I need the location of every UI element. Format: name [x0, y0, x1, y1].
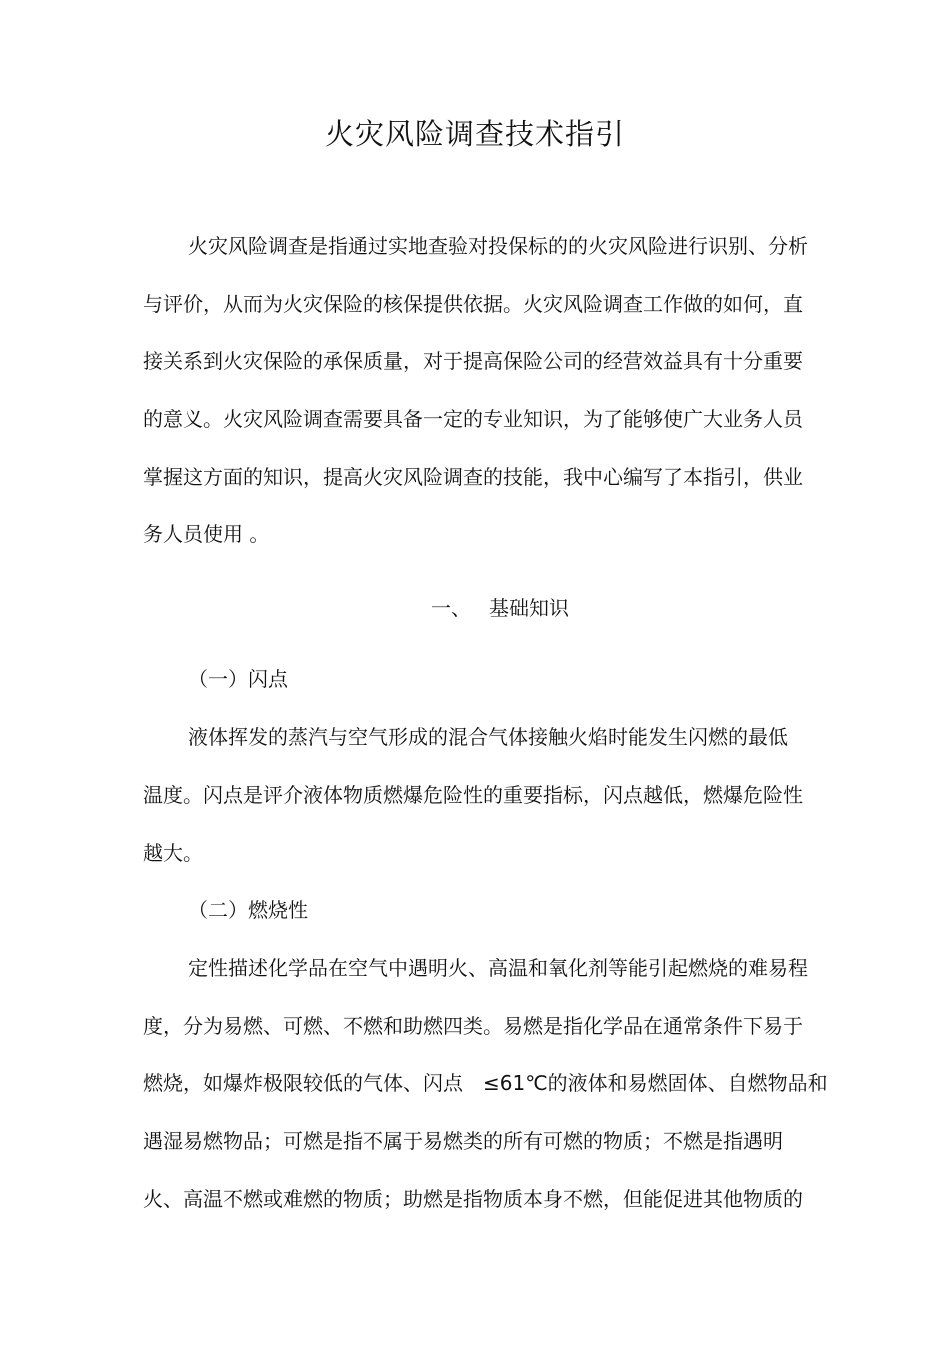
subheading-flammability: （二）燃烧性 — [188, 898, 308, 922]
section-heading-basics — [431, 593, 569, 623]
flash-point-line-3: 越大。 — [143, 841, 203, 865]
flammability-line-3: 燃烧，如爆炸极限较低的气体、闪点 ≤61℃的液体和易燃固体、自燃物品和 — [143, 1071, 828, 1095]
flammability-line-5: 火、高温不燃或难燃的物质；助燃是指物质本身不燃，但能促进其他物质的 — [143, 1187, 803, 1211]
intro-line-2: 与评价，从而为火灾保险的核保提供依据。火灾风险调查工作做的如何，直 — [143, 292, 803, 316]
intro-line-3: 接关系到火灾保险的承保质量，对于提高保险公司的经营效益具有十分重要 — [143, 349, 803, 373]
intro-line-4: 的意义。火灾风险调查需要具备一定的专业知识，为了能够使广大业务人员 — [143, 407, 803, 431]
subheading-flash-point: （一）闪点 — [188, 667, 288, 691]
flammability-line-1: 定性描述化学品在空气中遇明火、高温和氧化剂等能引起燃烧的难易程 — [188, 956, 808, 980]
intro-line-6: 务人员使用 。 — [143, 522, 270, 546]
flammability-line-2: 度，分为易燃、可燃、不燃和助燃四类。易燃是指化学品在通常条件下易于 — [143, 1014, 803, 1038]
section-title: 基础知识 — [489, 596, 569, 620]
flash-point-line-2: 温度。闪点是评介液体物质燃爆危险性的重要指标，闪点越低，燃爆危险性 — [143, 783, 803, 807]
intro-line-5: 掌握这方面的知识，提高火灾风险调查的技能，我中心编写了本指引，供业 — [143, 465, 803, 489]
section-number: 一、 — [431, 596, 471, 620]
document-title: 火灾风险调查技术指引 — [324, 117, 625, 151]
flammability-line-4: 遇湿易燃物品；可燃是指不属于易燃类的所有可燃的物质；不燃是指遇明 — [143, 1129, 783, 1153]
flash-point-line-1: 液体挥发的蒸汽与空气形成的混合气体接触火焰时能发生闪燃的最低 — [188, 725, 788, 749]
intro-line-1: 火灾风险调查是指通过实地查验对投保标的的火灾风险进行识别、分析 — [188, 234, 808, 258]
